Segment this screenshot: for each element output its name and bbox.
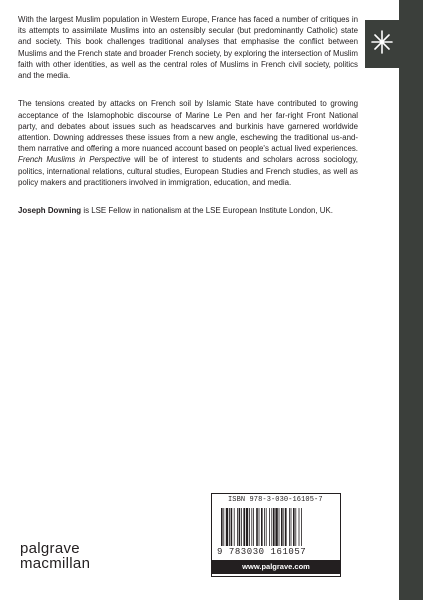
barcode-bar	[279, 508, 280, 546]
barcode-bar	[273, 508, 275, 546]
barcode-bar	[281, 508, 283, 546]
back-cover-text	[18, 14, 358, 228]
barcode-bar	[239, 508, 241, 546]
barcode-bar	[229, 508, 230, 546]
spine-strip	[399, 0, 423, 600]
paragraph-intro: With the largest Muslim population in Western Europe, France has faced a number of critiques in its attempts to assimilate Muslims into an ostensibly secular (but predominantly Catholic) state and society. This book challenges traditional analyses that emphasise the conflict between Muslims and the French state and broader French society, by exploring the intersection of Muslim faith with other identities, as well as the central roles of Muslims in French civil society, politics and the media.	[18, 15, 358, 81]
barcode-bar	[253, 508, 254, 546]
palgrave-star-icon	[369, 27, 395, 57]
barcode-bar	[301, 508, 302, 546]
author-name: Joseph Downing	[18, 206, 82, 216]
barcode-bar	[295, 508, 296, 546]
barcode-bar	[251, 508, 252, 546]
barcode-bar	[256, 508, 258, 546]
paragraph-tensions	[18, 98, 358, 188]
barcode-bar	[264, 508, 265, 546]
barcode-bar	[223, 508, 224, 546]
paragraph-tensions-text-end: will be of interest to students and scholars across sociology, politics, international relations, cultural studies, European Studies and French studies, as well as policy makers and practitioners involved in immigration, education, and media.	[18, 155, 358, 187]
barcode	[219, 508, 333, 548]
barcode-bar	[269, 508, 270, 546]
author-bio-text: is LSE Fellow in nationalism at the LSE European Institute London, UK.	[81, 206, 333, 216]
barcode-bar	[289, 508, 290, 546]
barcode-bar	[271, 508, 272, 546]
barcode-bar	[246, 508, 248, 546]
barcode-bar	[226, 508, 228, 546]
barcode-bar	[221, 508, 223, 546]
publisher-name-line1: palgrave	[20, 540, 80, 557]
barcode-bar	[299, 508, 300, 546]
barcode-bar	[285, 508, 287, 546]
barcode-bar	[249, 508, 250, 546]
author-bio	[18, 205, 358, 216]
paragraph-tensions-text: The tensions created by attacks on French soil by Islamic State have contributed to growing acceptance of the Islamophobic discourse of Marine Le Pen and her far-right Front National party, and debates about issues such as headscarves and burkinis have garnered worldwide attention. Downing addresses these issues from a new angle, eschewing the traditional us-and-them narrative and offering a more nuanced account based on people's actual lived experiences.	[18, 99, 358, 154]
publisher-name-line2: macmillan	[20, 555, 91, 572]
barcode-bar	[237, 508, 238, 546]
isbn-label: ISBN 978-3-030-16105-7	[228, 496, 323, 504]
palgrave-logo-tab	[365, 20, 399, 68]
barcode-bar	[241, 508, 242, 546]
publisher-logo	[20, 541, 90, 571]
barcode-bar	[291, 508, 292, 546]
barcode-bar	[266, 508, 267, 546]
barcode-bar	[275, 508, 277, 546]
book-title-italic: French Muslims in Perspective	[18, 155, 131, 165]
barcode-bar	[243, 508, 245, 546]
barcode-bar	[259, 508, 260, 546]
barcode-bar	[261, 508, 263, 546]
barcode-digits: 9 783030 161057	[217, 547, 307, 557]
barcode-bar	[283, 508, 284, 546]
barcode-bar	[231, 508, 233, 546]
barcode-bar	[293, 508, 295, 546]
barcode-bar	[234, 508, 235, 546]
publisher-url: www.palgrave.com	[211, 560, 341, 574]
